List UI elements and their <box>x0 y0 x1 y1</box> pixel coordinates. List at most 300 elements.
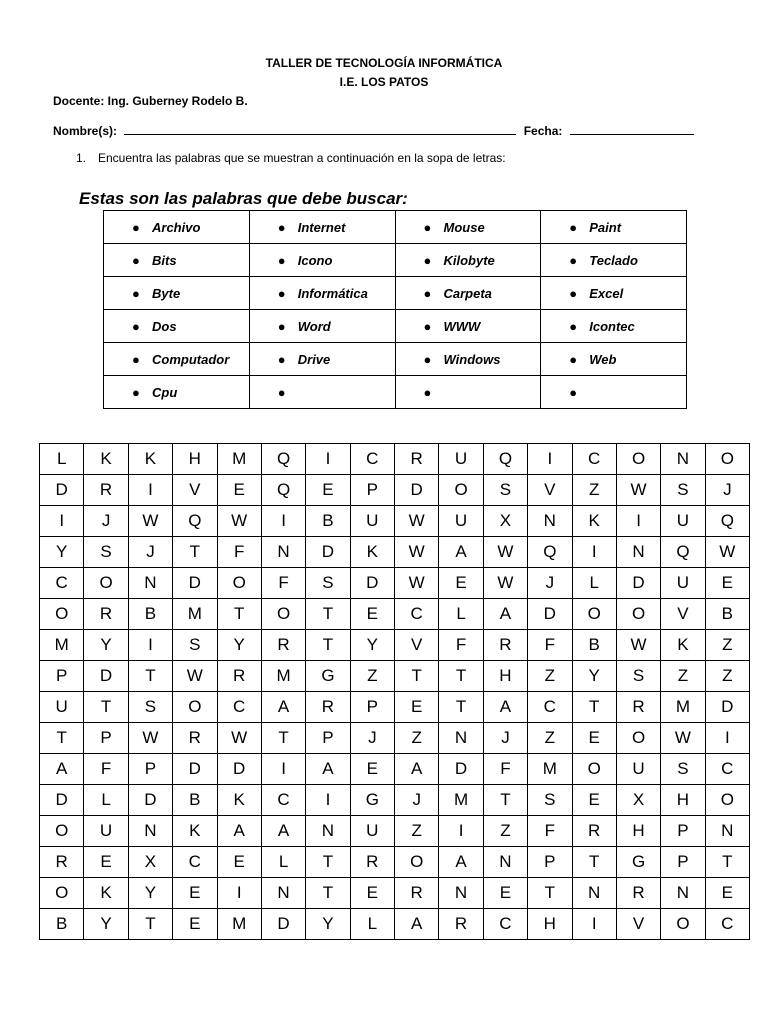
bullet-icon: ● <box>132 318 140 334</box>
grid-cell[interactable]: D <box>40 785 84 816</box>
grid-cell[interactable]: Q <box>173 506 217 537</box>
grid-cell[interactable]: S <box>661 475 705 506</box>
grid-cell[interactable]: R <box>395 878 439 909</box>
grid-cell[interactable]: T <box>572 692 616 723</box>
grid-cell[interactable]: N <box>483 847 527 878</box>
grid-cell[interactable]: C <box>261 785 305 816</box>
bullet-icon: ● <box>569 318 578 334</box>
grid-cell[interactable]: R <box>217 661 261 692</box>
grid-cell[interactable]: O <box>261 599 305 630</box>
grid-cell[interactable]: B <box>128 599 172 630</box>
grid-cell[interactable]: R <box>616 692 660 723</box>
word-list-cell <box>541 343 687 376</box>
grid-cell[interactable]: U <box>661 506 705 537</box>
grid-cell[interactable]: E <box>217 847 261 878</box>
grid-cell[interactable]: N <box>439 723 483 754</box>
grid-cell[interactable]: D <box>84 661 128 692</box>
grid-cell[interactable]: T <box>439 692 483 723</box>
grid-cell[interactable]: O <box>173 692 217 723</box>
grid-cell[interactable]: A <box>40 754 84 785</box>
word-item: Word <box>297 318 331 334</box>
grid-cell[interactable]: E <box>395 692 439 723</box>
bullet-icon: ● <box>277 285 286 301</box>
word-list-cell <box>104 244 250 277</box>
grid-cell[interactable]: L <box>350 909 394 940</box>
grid-cell[interactable]: E <box>350 878 394 909</box>
grid-cell[interactable]: E <box>705 878 749 909</box>
grid-cell[interactable]: J <box>350 723 394 754</box>
grid-cell[interactable]: V <box>661 599 705 630</box>
grid-cell[interactable]: Y <box>306 909 350 940</box>
grid-cell[interactable]: G <box>616 847 660 878</box>
grid-cell[interactable]: H <box>616 816 660 847</box>
grid-cell[interactable]: W <box>395 568 439 599</box>
grid-cell[interactable]: E <box>306 475 350 506</box>
grid-cell[interactable]: F <box>439 630 483 661</box>
grid-cell[interactable]: M <box>261 661 305 692</box>
grid-cell[interactable]: Z <box>395 816 439 847</box>
grid-cell[interactable]: I <box>128 475 172 506</box>
grid-cell[interactable]: F <box>528 630 572 661</box>
grid-cell[interactable]: A <box>439 537 483 568</box>
grid-cell[interactable]: I <box>128 630 172 661</box>
grid-cell[interactable]: X <box>616 785 660 816</box>
grid-cell[interactable]: I <box>528 444 572 475</box>
grid-cell[interactable]: T <box>217 599 261 630</box>
grid-cell[interactable]: R <box>261 630 305 661</box>
grid-cell[interactable]: P <box>40 661 84 692</box>
grid-cell[interactable]: U <box>661 568 705 599</box>
grid-cell[interactable]: X <box>483 506 527 537</box>
names-field[interactable] <box>124 122 516 135</box>
grid-cell[interactable]: I <box>261 754 305 785</box>
grid-cell[interactable]: W <box>217 506 261 537</box>
grid-cell[interactable]: X <box>128 847 172 878</box>
grid-cell[interactable]: T <box>705 847 749 878</box>
grid-cell[interactable]: V <box>528 475 572 506</box>
grid-cell[interactable]: N <box>261 878 305 909</box>
grid-cell[interactable]: O <box>705 785 749 816</box>
name-date-line <box>53 122 694 138</box>
grid-cell[interactable]: C <box>173 847 217 878</box>
grid-cell[interactable]: C <box>705 754 749 785</box>
grid-cell[interactable]: D <box>705 692 749 723</box>
grid-cell[interactable]: D <box>439 754 483 785</box>
grid-cell[interactable]: J <box>128 537 172 568</box>
grid-cell[interactable]: B <box>306 506 350 537</box>
grid-cell[interactable]: D <box>173 754 217 785</box>
grid-cell[interactable]: O <box>572 599 616 630</box>
word-list-cell <box>395 244 541 277</box>
grid-cell[interactable]: O <box>616 444 660 475</box>
grid-cell[interactable]: N <box>306 816 350 847</box>
grid-cell[interactable]: I <box>439 816 483 847</box>
grid-cell[interactable]: H <box>661 785 705 816</box>
grid-cell[interactable]: E <box>173 909 217 940</box>
word-item: Kilobyte <box>443 252 495 268</box>
grid-cell[interactable]: M <box>217 444 261 475</box>
word-item: Cpu <box>152 384 178 400</box>
grid-cell[interactable]: C <box>395 599 439 630</box>
grid-cell[interactable]: Y <box>350 630 394 661</box>
grid-cell[interactable]: Q <box>528 537 572 568</box>
grid-cell[interactable]: T <box>306 630 350 661</box>
grid-cell[interactable]: U <box>350 506 394 537</box>
grid-cell[interactable]: N <box>572 878 616 909</box>
grid-cell[interactable]: N <box>128 568 172 599</box>
grid-cell[interactable]: R <box>40 847 84 878</box>
grid-cell[interactable]: D <box>173 568 217 599</box>
grid-cell[interactable]: B <box>173 785 217 816</box>
grid-cell[interactable]: U <box>40 692 84 723</box>
grid-cell[interactable]: N <box>705 816 749 847</box>
grid-cell[interactable]: D <box>350 568 394 599</box>
grid-cell[interactable]: P <box>306 723 350 754</box>
bullet-icon: ● <box>132 219 140 235</box>
grid-cell[interactable]: I <box>261 506 305 537</box>
grid-cell[interactable]: Y <box>572 661 616 692</box>
grid-cell[interactable]: J <box>705 475 749 506</box>
grid-row <box>40 661 750 692</box>
grid-cell[interactable]: W <box>128 723 172 754</box>
grid-cell[interactable]: E <box>572 785 616 816</box>
grid-row <box>40 692 750 723</box>
grid-cell[interactable]: R <box>350 847 394 878</box>
grid-cell[interactable]: O <box>616 723 660 754</box>
grid-cell[interactable]: A <box>217 816 261 847</box>
word-list-cell <box>249 343 395 376</box>
grid-cell[interactable]: K <box>173 816 217 847</box>
grid-cell[interactable]: G <box>350 785 394 816</box>
grid-cell[interactable]: T <box>128 909 172 940</box>
grid-cell[interactable]: W <box>483 537 527 568</box>
bullet-icon: ● <box>132 351 140 367</box>
grid-cell[interactable]: A <box>395 754 439 785</box>
grid-cell[interactable]: Z <box>483 816 527 847</box>
grid-cell[interactable]: S <box>528 785 572 816</box>
word-list-table <box>103 210 687 409</box>
grid-cell[interactable]: K <box>572 506 616 537</box>
grid-cell[interactable]: P <box>350 475 394 506</box>
grid-cell[interactable]: E <box>217 475 261 506</box>
grid-cell[interactable]: V <box>395 630 439 661</box>
grid-cell[interactable]: D <box>395 475 439 506</box>
grid-cell[interactable]: M <box>528 754 572 785</box>
grid-cell[interactable]: D <box>261 909 305 940</box>
grid-row <box>40 537 750 568</box>
grid-cell[interactable]: Q <box>483 444 527 475</box>
bullet-icon: ● <box>423 252 432 268</box>
grid-cell[interactable]: D <box>217 754 261 785</box>
grid-cell[interactable]: O <box>572 754 616 785</box>
word-list-cell <box>104 277 250 310</box>
grid-cell[interactable]: F <box>261 568 305 599</box>
grid-cell[interactable]: E <box>483 878 527 909</box>
bullet-icon: ● <box>569 252 578 268</box>
grid-cell[interactable]: S <box>84 537 128 568</box>
grid-cell[interactable]: K <box>84 878 128 909</box>
grid-cell[interactable]: W <box>616 630 660 661</box>
word-list-cell <box>395 310 541 343</box>
grid-cell[interactable]: D <box>40 475 84 506</box>
grid-cell[interactable]: C <box>350 444 394 475</box>
grid-cell[interactable]: R <box>483 630 527 661</box>
grid-cell[interactable]: T <box>483 785 527 816</box>
grid-cell[interactable]: G <box>306 661 350 692</box>
grid-cell[interactable]: H <box>483 661 527 692</box>
grid-cell[interactable]: R <box>306 692 350 723</box>
grid-cell[interactable]: I <box>572 909 616 940</box>
grid-cell[interactable]: K <box>217 785 261 816</box>
bullet-icon: ● <box>423 351 432 367</box>
word-list-cell <box>541 211 687 244</box>
grid-cell[interactable]: A <box>395 909 439 940</box>
grid-cell[interactable]: W <box>661 723 705 754</box>
grid-cell[interactable]: R <box>84 599 128 630</box>
grid-cell[interactable]: D <box>128 785 172 816</box>
grid-cell[interactable]: E <box>572 723 616 754</box>
word-list-cell <box>104 343 250 376</box>
grid-cell[interactable]: U <box>439 506 483 537</box>
grid-cell[interactable]: N <box>661 878 705 909</box>
grid-cell[interactable]: J <box>395 785 439 816</box>
grid-cell[interactable]: R <box>616 878 660 909</box>
grid-cell[interactable]: E <box>439 568 483 599</box>
word-item: Dos <box>152 318 177 334</box>
grid-cell[interactable]: N <box>661 444 705 475</box>
grid-cell[interactable]: F <box>528 816 572 847</box>
grid-cell[interactable]: J <box>483 723 527 754</box>
grid-cell[interactable]: C <box>705 909 749 940</box>
grid-cell[interactable]: W <box>128 506 172 537</box>
grid-cell[interactable]: M <box>661 692 705 723</box>
grid-cell[interactable]: Z <box>528 661 572 692</box>
grid-cell[interactable]: L <box>572 568 616 599</box>
grid-cell[interactable]: H <box>528 909 572 940</box>
grid-cell[interactable]: Y <box>84 630 128 661</box>
grid-cell[interactable]: O <box>705 444 749 475</box>
grid-cell[interactable]: Z <box>661 661 705 692</box>
grid-cell[interactable]: Y <box>128 878 172 909</box>
grid-cell[interactable]: C <box>528 692 572 723</box>
grid-cell[interactable]: W <box>217 723 261 754</box>
grid-cell[interactable]: K <box>661 630 705 661</box>
grid-cell[interactable]: B <box>572 630 616 661</box>
grid-cell[interactable]: L <box>439 599 483 630</box>
grid-cell[interactable]: S <box>128 692 172 723</box>
grid-cell[interactable]: R <box>439 909 483 940</box>
grid-cell[interactable]: U <box>84 816 128 847</box>
grid-cell[interactable]: A <box>483 599 527 630</box>
grid-cell[interactable]: O <box>217 568 261 599</box>
grid-cell[interactable]: Z <box>350 661 394 692</box>
grid-cell[interactable]: O <box>395 847 439 878</box>
grid-cell[interactable]: C <box>40 568 84 599</box>
grid-cell[interactable]: T <box>84 692 128 723</box>
grid-cell[interactable]: W <box>173 661 217 692</box>
grid-cell[interactable]: T <box>173 537 217 568</box>
grid-cell[interactable]: L <box>84 785 128 816</box>
grid-cell[interactable]: R <box>572 816 616 847</box>
grid-cell[interactable]: E <box>705 568 749 599</box>
word-search-grid <box>39 443 750 940</box>
word-list-cell <box>541 376 687 409</box>
grid-cell[interactable]: N <box>616 537 660 568</box>
grid-row <box>40 847 750 878</box>
grid-cell[interactable]: M <box>173 599 217 630</box>
grid-cell[interactable]: P <box>84 723 128 754</box>
grid-cell[interactable]: T <box>306 599 350 630</box>
word-item: Teclado <box>589 252 638 268</box>
grid-cell[interactable]: L <box>261 847 305 878</box>
grid-cell[interactable]: W <box>705 537 749 568</box>
grid-cell[interactable]: T <box>128 661 172 692</box>
grid-cell[interactable]: F <box>483 754 527 785</box>
grid-cell[interactable]: T <box>306 847 350 878</box>
grid-cell[interactable]: I <box>40 506 84 537</box>
grid-cell[interactable]: N <box>528 506 572 537</box>
grid-cell[interactable]: I <box>705 723 749 754</box>
grid-cell[interactable]: O <box>661 909 705 940</box>
grid-cell[interactable]: M <box>40 630 84 661</box>
grid-cell[interactable]: C <box>217 692 261 723</box>
grid-cell[interactable]: J <box>84 506 128 537</box>
grid-cell[interactable]: Z <box>705 630 749 661</box>
grid-cell[interactable]: B <box>40 909 84 940</box>
grid-cell[interactable]: S <box>483 475 527 506</box>
grid-cell[interactable]: N <box>261 537 305 568</box>
grid-cell[interactable]: L <box>40 444 84 475</box>
grid-row <box>40 785 750 816</box>
grid-cell[interactable]: D <box>306 537 350 568</box>
grid-cell[interactable]: U <box>439 444 483 475</box>
grid-cell[interactable]: U <box>616 754 660 785</box>
grid-cell[interactable]: T <box>528 878 572 909</box>
grid-cell[interactable]: O <box>40 816 84 847</box>
grid-cell[interactable]: Z <box>528 723 572 754</box>
grid-cell[interactable]: M <box>217 909 261 940</box>
grid-cell[interactable]: D <box>616 568 660 599</box>
grid-cell[interactable]: E <box>350 599 394 630</box>
grid-cell[interactable]: R <box>84 475 128 506</box>
word-list-cell <box>104 310 250 343</box>
grid-cell[interactable]: S <box>306 568 350 599</box>
date-field[interactable] <box>570 122 694 135</box>
grid-cell[interactable]: P <box>128 754 172 785</box>
grid-cell[interactable]: Q <box>261 444 305 475</box>
grid-cell[interactable]: F <box>217 537 261 568</box>
grid-cell[interactable]: R <box>395 444 439 475</box>
grid-cell[interactable]: O <box>84 568 128 599</box>
grid-row <box>40 754 750 785</box>
grid-cell[interactable]: K <box>350 537 394 568</box>
grid-cell[interactable]: Y <box>40 537 84 568</box>
grid-cell[interactable]: C <box>572 444 616 475</box>
grid-cell[interactable]: I <box>306 785 350 816</box>
bullet-icon: ● <box>277 252 286 268</box>
grid-cell[interactable]: A <box>483 692 527 723</box>
grid-cell[interactable]: D <box>528 599 572 630</box>
grid-cell[interactable]: V <box>616 909 660 940</box>
grid-cell[interactable]: J <box>528 568 572 599</box>
grid-cell[interactable]: A <box>306 754 350 785</box>
grid-cell[interactable]: A <box>439 847 483 878</box>
grid-cell[interactable]: F <box>84 754 128 785</box>
grid-cell[interactable]: T <box>261 723 305 754</box>
grid-cell[interactable]: C <box>483 909 527 940</box>
grid-cell[interactable]: W <box>395 506 439 537</box>
grid-cell[interactable]: S <box>661 754 705 785</box>
grid-cell[interactable]: P <box>661 847 705 878</box>
grid-cell[interactable]: P <box>661 816 705 847</box>
grid-cell[interactable]: Q <box>261 475 305 506</box>
grid-cell[interactable]: P <box>528 847 572 878</box>
grid-cell[interactable]: I <box>572 537 616 568</box>
grid-cell[interactable]: T <box>395 661 439 692</box>
grid-cell[interactable]: Q <box>705 506 749 537</box>
grid-cell[interactable]: T <box>306 878 350 909</box>
grid-cell[interactable]: Y <box>217 630 261 661</box>
grid-cell[interactable]: K <box>84 444 128 475</box>
grid-cell[interactable]: B <box>705 599 749 630</box>
grid-cell[interactable]: W <box>483 568 527 599</box>
grid-cell[interactable]: W <box>395 537 439 568</box>
grid-cell[interactable]: T <box>572 847 616 878</box>
grid-row <box>40 475 750 506</box>
grid-cell[interactable]: E <box>84 847 128 878</box>
word-item: Web <box>589 351 617 367</box>
word-item: Internet <box>297 219 346 235</box>
grid-cell[interactable]: W <box>616 475 660 506</box>
grid-cell[interactable]: T <box>439 661 483 692</box>
bullet-icon: ● <box>132 384 140 400</box>
grid-cell[interactable]: E <box>173 878 217 909</box>
grid-cell[interactable]: R <box>173 723 217 754</box>
grid-cell[interactable]: S <box>616 661 660 692</box>
word-item: Mouse <box>443 219 485 235</box>
grid-cell[interactable]: O <box>40 878 84 909</box>
grid-cell[interactable]: A <box>261 816 305 847</box>
grid-cell[interactable]: I <box>217 878 261 909</box>
grid-cell[interactable]: S <box>173 630 217 661</box>
word-list-cell <box>395 376 541 409</box>
grid-cell[interactable]: H <box>173 444 217 475</box>
grid-cell[interactable]: U <box>350 816 394 847</box>
grid-cell[interactable]: M <box>439 785 483 816</box>
grid-row <box>40 723 750 754</box>
grid-cell[interactable]: O <box>40 599 84 630</box>
grid-cell[interactable]: N <box>128 816 172 847</box>
word-list-cell <box>104 376 250 409</box>
grid-cell[interactable]: V <box>173 475 217 506</box>
grid-cell[interactable]: T <box>40 723 84 754</box>
grid-cell[interactable]: P <box>350 692 394 723</box>
grid-cell[interactable]: A <box>261 692 305 723</box>
grid-cell[interactable]: I <box>616 506 660 537</box>
grid-cell[interactable]: Z <box>705 661 749 692</box>
grid-cell[interactable]: Y <box>84 909 128 940</box>
grid-cell[interactable]: Z <box>395 723 439 754</box>
grid-cell[interactable]: O <box>439 475 483 506</box>
word-item: Icono <box>297 252 333 268</box>
grid-cell[interactable]: K <box>128 444 172 475</box>
grid-cell[interactable]: Z <box>572 475 616 506</box>
grid-cell[interactable]: E <box>350 754 394 785</box>
grid-cell[interactable]: O <box>616 599 660 630</box>
grid-cell[interactable]: I <box>306 444 350 475</box>
grid-cell[interactable]: Q <box>661 537 705 568</box>
grid-cell[interactable]: N <box>439 878 483 909</box>
